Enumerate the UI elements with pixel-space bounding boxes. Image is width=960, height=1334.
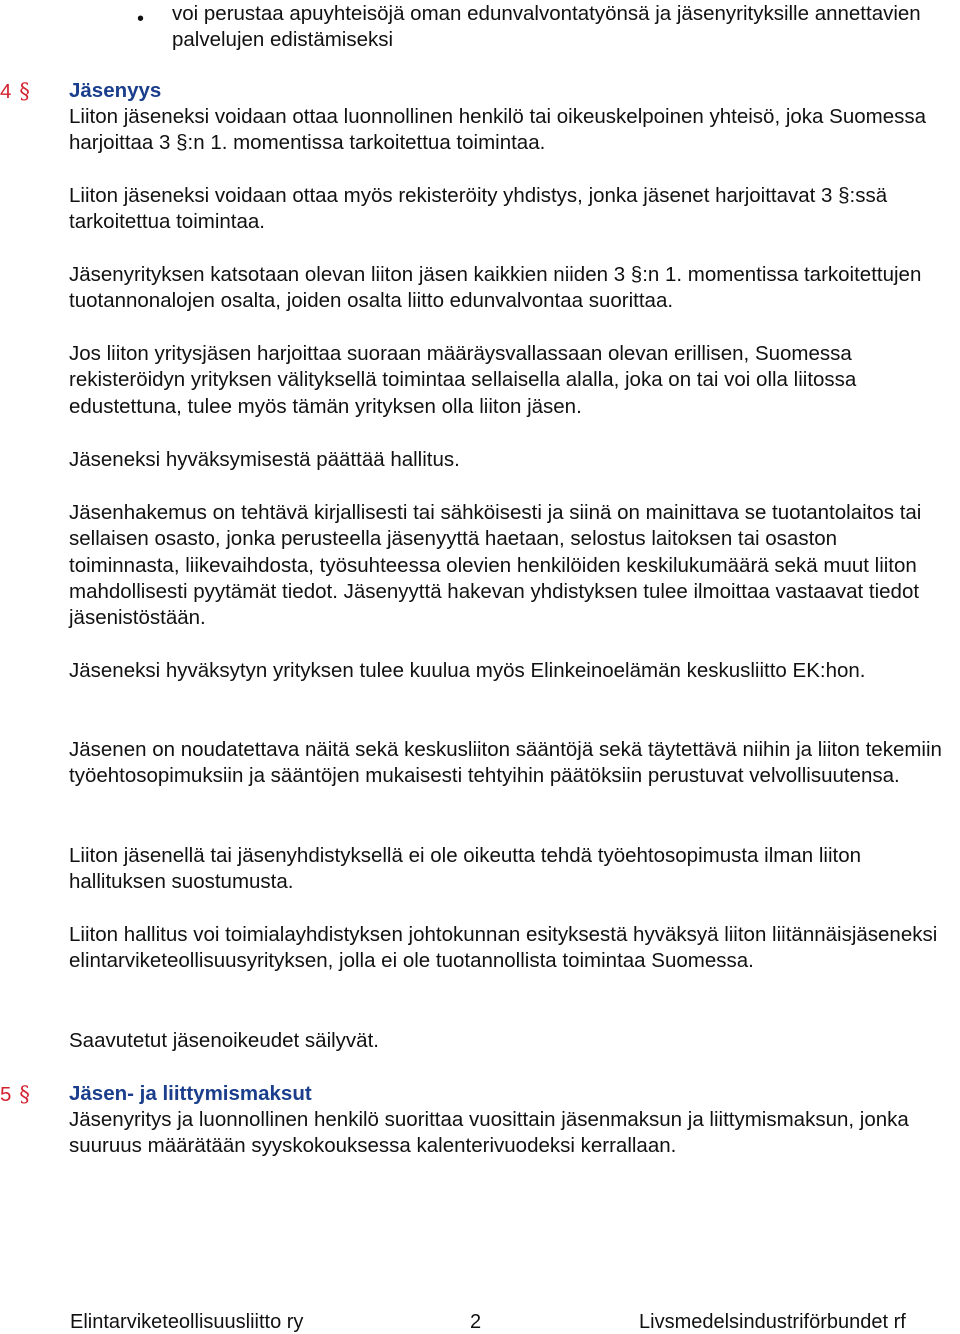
paragraph: Liiton jäsenellä tai jäsenyhdistyksellä ei ole oikeutta tehdä työehtosopimusta ilman liiton hallituksen suostumusta. (69, 844, 861, 894)
page-number: 2 (470, 1311, 482, 1333)
section-title: Jäsen- ja liittymismaksut (69, 1082, 312, 1105)
section-number: 5 § (0, 1082, 30, 1106)
paragraph: Liiton hallitus voi toimialayhdistyksen johtokunnan esityksestä hyväksyä liiton liitännäisjäseneksi elintarviketeollisuusyrityksen, jolla ei ole tuotannollista toimintaa Suomessa. (69, 923, 938, 973)
paragraph: Jäsenyrityksen katsotaan olevan liiton jäsen kaikkien niiden 3 §:n 1. momentissa tarkoitettujen tuotannonalojen osalta, joiden osalta liitto edunvalvontaa suorittaa. (69, 263, 922, 313)
section-number: 4 § (0, 79, 30, 103)
paragraph: Liiton jäseneksi voidaan ottaa luonnollinen henkilö tai oikeuskelpoinen yhteisö, joka Suomessa harjoittaa 3 §:n 1. momentissa tarkoitettua toimintaa. (69, 105, 927, 155)
section-title: Jäsenyys (69, 79, 162, 102)
paragraph: Jäsenen on noudatettava näitä sekä keskusliiton sääntöjä sekä täytettävä niihin ja liiton tekemiin työehtosopimuksiin ja sääntöjen mukaisesti tehtyihin päätöksiin perustuvat velvollisuutensa. (69, 738, 942, 788)
paragraph: Liiton jäseneksi voidaan ottaa myös rekisteröity yhdistys, jonka jäsenet harjoittavat 3 §:ssä tarkoitettua toimintaa. (69, 184, 888, 234)
footer-left: Elintarviketeollisuusliitto ry (70, 1311, 304, 1333)
bullet-icon: • (137, 8, 145, 30)
section-sign-icon: § (19, 1082, 30, 1106)
section-sign-icon: § (19, 79, 30, 103)
paragraph: Jäsenhakemus on tehtävä kirjallisesti tai sähköisesti ja siinä on mainittava se tuotantolaitos tai sellaisen osasto, jonka perusteella jäsenyyttä haetaan, selostus laitoksen tai osaston toiminnasta, liikevaihdosta, työsuhteessa olevien henkilöiden keskilukumäärä sekä muut liiton mahdollisesti pyytämät tiedot. Jäsenyyttä hakevan yhdistyksen tulee ilmoittaa vastaavat tiedot jäsenistöstään. (69, 501, 922, 630)
paragraph: Jäsenyritys ja luonnollinen henkilö suorittaa vuosittain jäsenmaksun ja liittymismaksun, jonka suuruus määrätään syyskokouksessa kalenterivuodeksi kerrallaan. (69, 1108, 909, 1158)
bullet-text: voi perustaa apuyhteisöjä oman edunvalvontatyönsä ja jäsenyrityksille annettavien palvelujen edistämiseksi (172, 2, 921, 51)
paragraph: Jäseneksi hyväksytyn yrityksen tulee kuulua myös Elinkeinoelämän keskusliitto EK:hon. (69, 659, 866, 682)
paragraph: Jäseneksi hyväksymisestä päättää hallitus. (69, 448, 460, 471)
paragraph: Saavutetut jäsenoikeudet säilyvät. (69, 1029, 379, 1052)
paragraph: Jos liiton yritysjäsen harjoittaa suoraan määräysvallassaan olevan erillisen, Suomessa rekisteröidyn yrityksen välityksellä toimintaa sellaisella alalla, joka on tai voi olla liitossa edustettuna, tulee myös tämän yrityksen olla liiton jäsen. (69, 342, 857, 418)
footer-right: Livsmedelsindustriförbundet rf (639, 1311, 906, 1333)
